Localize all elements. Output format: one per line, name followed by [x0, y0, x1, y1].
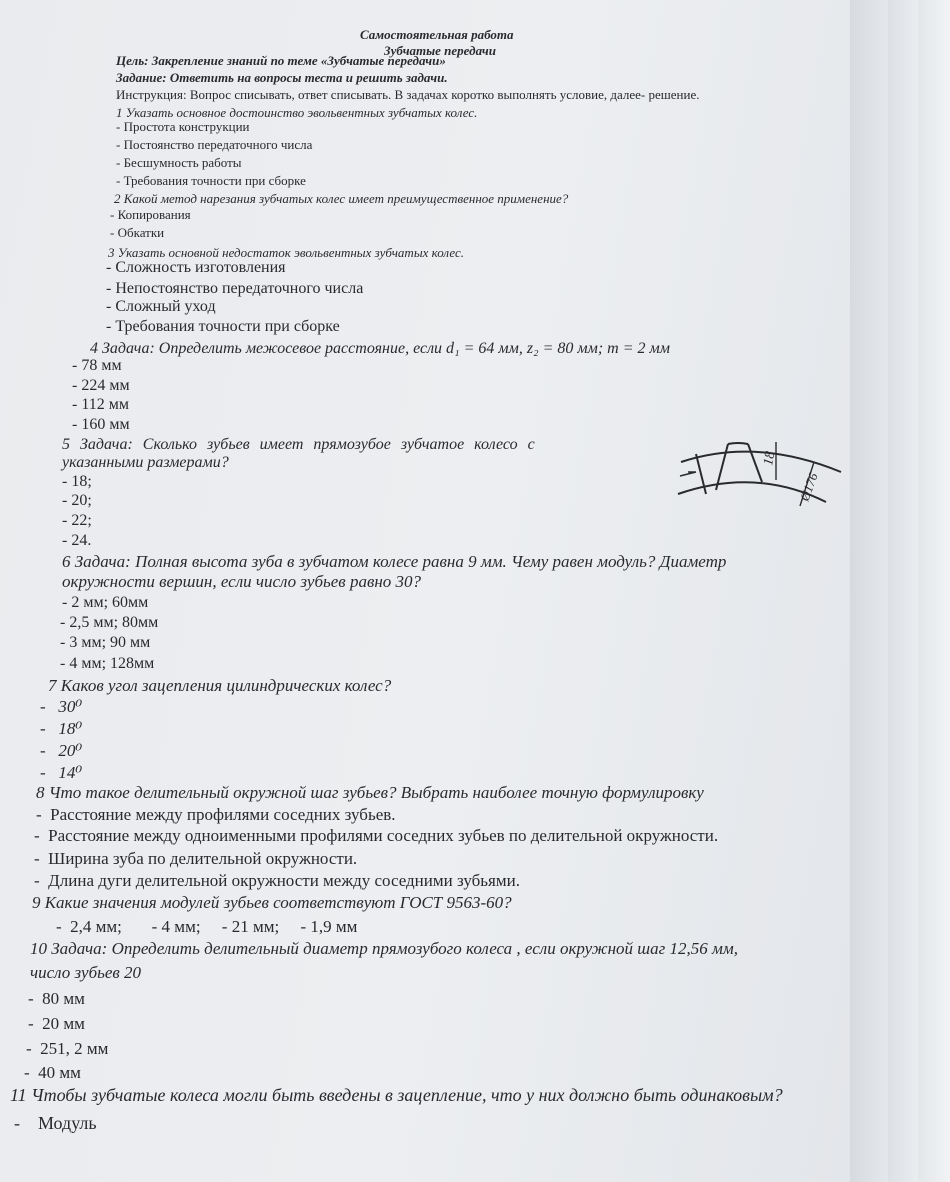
q9-options: - 2,4 мм; - 4 мм; - 21 мм; - 1,9 мм: [56, 917, 358, 936]
question-1: 1 Указать основное достоинство эвольвентных зубчатых колес.: [116, 105, 478, 120]
gear-tooth-diagram: [676, 432, 846, 517]
q5-option: - 22;: [62, 512, 92, 529]
page-edge-1: [850, 0, 888, 1182]
q4-option: - 78 мм: [72, 357, 122, 374]
q1-option: - Простота конструкции: [116, 119, 250, 134]
q3-option: - Требования точности при сборке: [106, 318, 340, 335]
q4-option: - 160 мм: [72, 416, 130, 433]
q1-option: - Требования точности при сборке: [116, 173, 306, 188]
q3-option: - Сложность изготовления: [106, 259, 286, 276]
q1-option: - Постоянство передаточного числа: [116, 137, 313, 152]
question-5: 5 Задача: Сколько зубьев имеет прямозубое зубчатое колесо с: [62, 436, 535, 453]
instruction-line: Инструкция: Вопрос списывать, ответ списывать. В задачах коротко выполнять условие, далее- решение.: [116, 87, 700, 102]
page-edge-2: [888, 0, 918, 1182]
question-7: 7 Каков угол зацепления цилиндрических колес?: [48, 676, 392, 695]
q7-option: - 20⁰: [40, 741, 83, 760]
question-6: 6 Задача: Полная высота зуба в зубчатом колесе равна 9 мм. Чему равен модуль? Диаметр: [62, 552, 727, 571]
q8-option: - Расстояние между профилями соседних зубьев.: [36, 805, 396, 824]
goal-line: Цель: Закрепление знаний по теме «Зубчатые передачи»: [116, 53, 446, 68]
dimension-diameter-label: Ø176: [796, 470, 821, 504]
question-2: 2 Какой метод нарезания зубчатых колес имеет преимущественное применение?: [114, 191, 569, 206]
q5-option: - 20;: [62, 492, 92, 509]
question-4: 4 Задача: Определить межосевое расстояние, если d₁ = 64 мм, z₂ = 80 мм; m = 2 мм: [90, 340, 670, 357]
question-6-cont: окружности вершин, если число зубьев равно 30?: [62, 572, 422, 591]
q5-option: - 18;: [62, 473, 92, 490]
q8-option: - Ширина зуба по делительной окружности.: [34, 849, 358, 868]
q11-option: - Модуль: [14, 1113, 97, 1133]
q10-option: - 40 мм: [24, 1063, 81, 1082]
question-9: 9 Какие значения модулей зубьев соответствуют ГОСТ 9563-60?: [32, 893, 512, 912]
q7-option: - 18⁰: [40, 719, 83, 738]
page-edge-3: [918, 0, 950, 1182]
page-title: Самостоятельная работа: [360, 27, 514, 42]
q7-option: - 30⁰: [40, 697, 83, 716]
q4-option: - 224 мм: [72, 377, 130, 394]
q2-option: - Обкатки: [110, 225, 165, 240]
q6-option: - 2 мм; 60мм: [62, 594, 149, 611]
q5-option: - 24.: [62, 532, 92, 549]
q2-option: - Копирования: [110, 207, 191, 222]
q10-option: - 251, 2 мм: [26, 1039, 109, 1058]
q6-option: - 4 мм; 128мм: [60, 655, 155, 672]
q7-option: - 14⁰: [40, 763, 83, 782]
q3-option: - Сложный уход: [106, 298, 216, 315]
question-11: 11 Чтобы зубчатые колеса могли быть введены в зацепление, что у них должно быть одинаковым?: [10, 1085, 783, 1105]
dimension-18-label: 18: [761, 450, 779, 467]
q6-option: - 3 мм; 90 мм: [60, 634, 151, 651]
task-line: Задание: Ответить на вопросы теста и решить задачи.: [116, 70, 448, 85]
q3-option: - Непостоянство передаточного числа: [106, 280, 364, 297]
q10-option: - 80 мм: [28, 989, 85, 1008]
q1-option: - Бесшумность работы: [116, 155, 242, 170]
q10-option: - 20 мм: [28, 1014, 85, 1033]
q8-option: - Длина дуги делительной окружности между соседними зубьями.: [34, 871, 520, 890]
question-8: 8 Что такое делительный окружной шаг зубьев? Выбрать наиболее точную формулировку: [36, 783, 704, 802]
q8-option: - Расстояние между одноименными профилями соседних зубьев по делительной окружности.: [34, 826, 719, 845]
question-3: 3 Указать основной недостаток эвольвентных зубчатых колес.: [108, 245, 465, 260]
q6-option: - 2,5 мм; 80мм: [60, 614, 159, 631]
page-subtitle: Зубчатые передачи: [384, 43, 496, 58]
gear-tooth-sketch: [676, 432, 846, 512]
question-10: 10 Задача: Определить делительный диаметр прямозубого колеса , если окружной шаг 12,56 мм,: [30, 939, 738, 958]
question-10-cont: число зубьев 20: [30, 963, 142, 982]
question-5-cont: указанными размерами?: [62, 454, 229, 471]
q4-option: - 112 мм: [72, 396, 129, 413]
